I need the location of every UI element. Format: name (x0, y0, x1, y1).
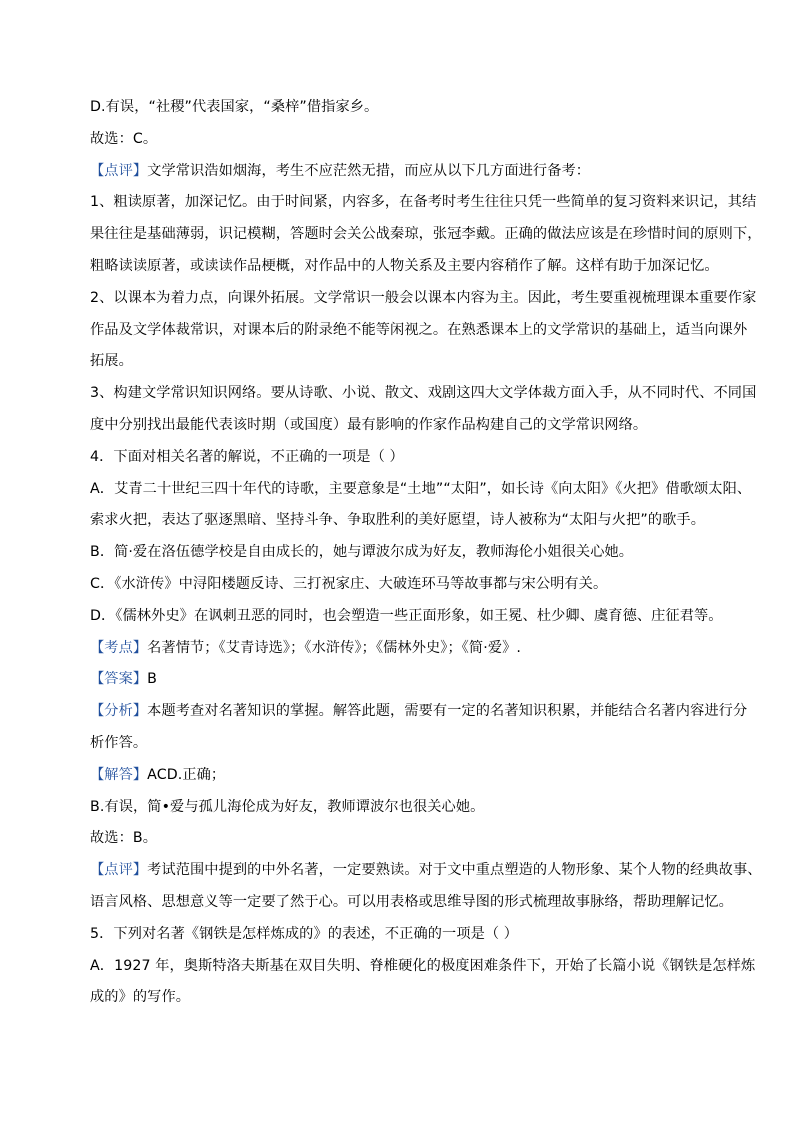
text-line (90, 537, 728, 569)
line-text: 作品及文学体裁常识，对课本后的附录绝不能等闲视之。在熟悉课本上的文学常识的基础上，适当向课外 (90, 321, 748, 338)
line-text: A．艾青二十世纪三四十年代的诗歌，主要意象是“土地”“太阳”，如长诗《向太阳》《火把》借歌颂太阳、 (90, 480, 752, 497)
line-text: 索求火把，表达了驱逐黑暗、坚持斗争、争取胜利的美好愿望，诗人被称为“太阳与火把”的歌手。 (90, 512, 705, 529)
text-line (90, 823, 728, 855)
section-tag: 【点评】 (90, 862, 148, 879)
line-text: A．1927 年，奥斯特洛夫斯基在双目失明、脊椎硬化的极度困难条件下，开始了长篇小说《钢铁是怎样炼 (90, 957, 756, 974)
section-tag: 【考点】 (90, 639, 148, 656)
line-text: 度中分别找出最能代表该时期（或国度）最有影响的作家作品构建自己的文学常识网络。 (90, 416, 648, 433)
text-line (90, 855, 762, 887)
text-line (90, 696, 748, 728)
text-line (90, 219, 762, 251)
section-tag: 【点评】 (90, 162, 148, 179)
line-text: B．简·爱在洛伍德学校是自由成长的，她与谭波尔成为好友，教师海伦小姐很关心她。 (90, 544, 634, 561)
text-line (90, 919, 728, 951)
line-text: B.有误，简•爱与孤儿海伦成为好友，教师谭波尔也很关心她。 (90, 798, 485, 815)
text-line (90, 569, 728, 601)
text-line (90, 251, 728, 283)
line-text: D．《儒林外史》在讽刺丑恶的同时，也会塑造一些正面形象，如王冕、杜少卿、虞育德、庄征君等。 (90, 607, 723, 624)
text-line (90, 982, 728, 1014)
line-text: 考试范围中提到的中外名著，一定要熟读。对于文中重点塑造的人物形象、某个人物的经典故事、 (147, 862, 762, 879)
section-tag: 【答案】 (90, 671, 148, 688)
line-text: D.有误，“社稷”代表国家，“桑梓”借指家乡。 (90, 99, 379, 115)
line-text: 语言风格、思想意义等一定要了然于心。可以用表格或思维导图的形式梳理故事脉络，帮助理解记忆。 (90, 893, 733, 910)
line-text: 拓展。 (90, 353, 133, 370)
line-text: 果往往是基础薄弱，识记模糊，答题时会关公战秦琼，张冠李戴。正确的做法应该是在珍惜时间的原则下， (90, 226, 762, 243)
text-line (90, 283, 757, 315)
text-line (90, 633, 728, 665)
line-text: B (147, 671, 157, 688)
text-line (90, 315, 748, 347)
text-line (90, 474, 752, 506)
text-line (90, 505, 728, 537)
text-line (90, 378, 757, 410)
line-text: 文学常识浩如烟海，考生不应茫然无措，而应从以下几方面进行备考： (147, 162, 591, 179)
text-line (90, 601, 728, 633)
line-text: 故选：C。 (90, 130, 158, 147)
text-line (90, 664, 728, 696)
line-text: 3、构建文学常识知识网络。要从诗歌、小说、散文、戏剧这四大文学体裁方面入手，从不同时代、不同国 (90, 385, 757, 402)
section-tag: 【解答】 (90, 766, 148, 783)
line-text: 本题考查对名著知识的掌握。解答此题，需要有一定的名著知识积累，并能结合名著内容进行分 (147, 703, 748, 720)
line-text: 故选：B。 (90, 830, 157, 847)
line-text: C．《水浒传》中浔阳楼题反诗、三打祝家庄、大破连环马等故事都与宋公明有关。 (90, 575, 608, 592)
text-line (90, 156, 728, 188)
line-text: 名著情节；《艾青诗选》；《水浒传》；《儒林外史》；《简·爱》. (147, 639, 522, 656)
text-line (90, 92, 728, 124)
text-line (90, 760, 728, 792)
line-text: 析作答。 (90, 734, 148, 751)
text-line (90, 187, 757, 219)
text-line (90, 442, 728, 474)
line-text: 成的》的写作。 (90, 989, 191, 1006)
text-line (90, 951, 756, 983)
section-tag: 【分析】 (90, 703, 148, 720)
line-text: 2、以课本为着力点，向课外拓展。文学常识一般会以课本内容为主。因此，考生要重视梳理课本重要作家 (90, 289, 757, 306)
line-text: ACD.正确； (147, 766, 226, 783)
text-line (90, 887, 733, 919)
line-text: 粗略读读原著，或读读作品梗概，对作品中的人物关系及主要内容稍作了解。这样有助于加深记忆。 (90, 257, 719, 274)
line-text: 5．下列对名著《钢铁是怎样炼成的》的表述，不正确的一项是（ ） (90, 925, 519, 942)
text-line (90, 346, 728, 378)
text-line (90, 124, 728, 156)
text-line (90, 728, 728, 760)
line-text: 1、粗读原著，加深记忆。由于时间紧，内容多，在备考时考生往往只凭一些简单的复习资料来识记，其结 (90, 194, 757, 211)
line-text: 4．下面对相关名著的解说，不正确的一项是（ ） (90, 448, 404, 465)
text-line (90, 410, 728, 442)
document-page (90, 92, 762, 1014)
text-line (90, 792, 728, 824)
